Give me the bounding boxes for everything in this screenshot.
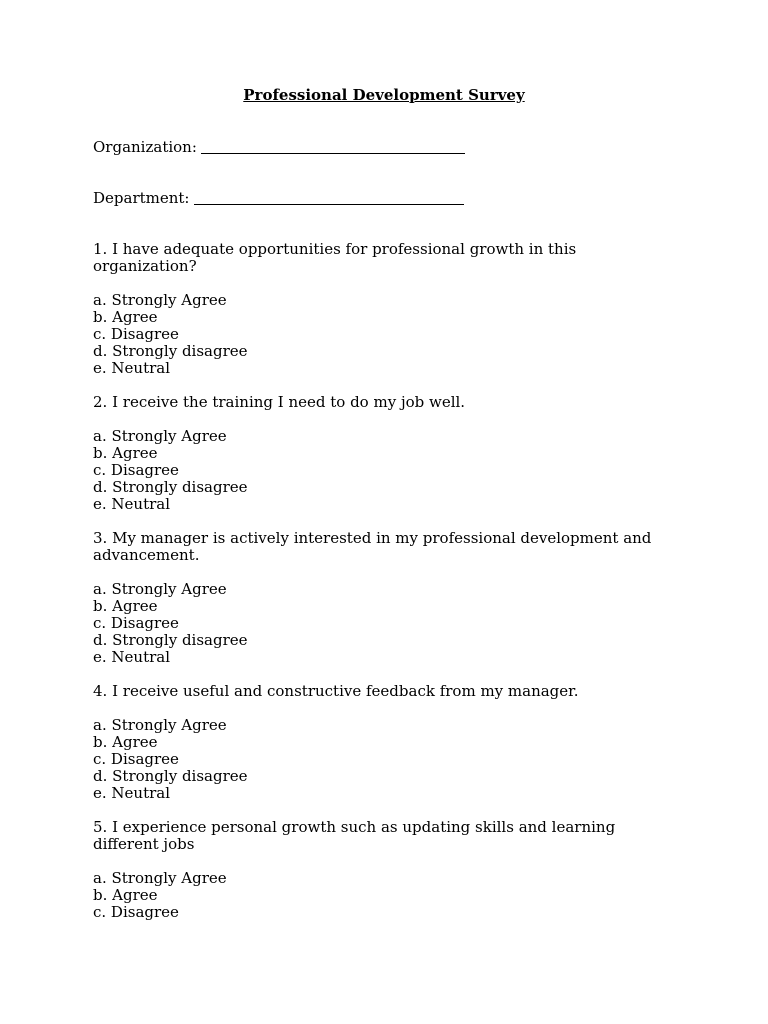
question-3	[93, 530, 683, 666]
question-4	[93, 683, 683, 802]
option-strongly-agree[interactable]: a. Strongly Agree	[93, 291, 227, 309]
option-agree[interactable]: b. Agree	[93, 733, 158, 751]
question-text: 2. I receive the training I need to do my job well.	[93, 393, 466, 411]
option-strongly-disagree[interactable]: d. Strongly disagree	[93, 478, 248, 496]
department-blank-line[interactable]	[194, 190, 464, 205]
option-strongly-agree[interactable]: a. Strongly Agree	[93, 716, 227, 734]
answer-options	[93, 870, 683, 921]
answer-options	[93, 292, 683, 377]
question-1	[93, 241, 683, 377]
option-disagree[interactable]: c. Disagree	[93, 325, 179, 343]
option-disagree[interactable]: c. Disagree	[93, 614, 179, 632]
option-disagree[interactable]: c. Disagree	[93, 903, 179, 921]
question-text: 1. I have adequate opportunities for professional growth in this organization?	[93, 240, 577, 275]
page-title: Professional Development Survey	[243, 86, 525, 104]
question-text: 5. I experience personal growth such as updating skills and learning different jobs	[93, 818, 616, 853]
option-strongly-agree[interactable]: a. Strongly Agree	[93, 869, 227, 887]
answer-options	[93, 717, 683, 802]
department-label: Department:	[93, 189, 190, 207]
option-strongly-disagree[interactable]: d. Strongly disagree	[93, 631, 248, 649]
question-text: 3. My manager is actively interested in my professional development and advancement.	[93, 529, 652, 564]
option-neutral[interactable]: e. Neutral	[93, 495, 171, 513]
option-neutral[interactable]: e. Neutral	[93, 648, 171, 666]
organization-field	[93, 139, 465, 156]
option-strongly-agree[interactable]: a. Strongly Agree	[93, 427, 227, 445]
option-agree[interactable]: b. Agree	[93, 444, 158, 462]
option-strongly-agree[interactable]: a. Strongly Agree	[93, 580, 227, 598]
option-neutral[interactable]: e. Neutral	[93, 784, 171, 802]
option-agree[interactable]: b. Agree	[93, 308, 158, 326]
option-disagree[interactable]: c. Disagree	[93, 750, 179, 768]
question-5	[93, 819, 683, 921]
question-text: 4. I receive useful and constructive feedback from my manager.	[93, 682, 579, 700]
option-strongly-disagree[interactable]: d. Strongly disagree	[93, 767, 248, 785]
organization-blank-line[interactable]	[201, 139, 465, 154]
answer-options	[93, 581, 683, 666]
answer-options	[93, 428, 683, 513]
organization-label: Organization:	[93, 138, 197, 156]
option-agree[interactable]: b. Agree	[93, 597, 158, 615]
department-field	[93, 190, 464, 207]
option-disagree[interactable]: c. Disagree	[93, 461, 179, 479]
option-agree[interactable]: b. Agree	[93, 886, 158, 904]
option-neutral[interactable]: e. Neutral	[93, 359, 171, 377]
question-2	[93, 394, 683, 513]
option-strongly-disagree[interactable]: d. Strongly disagree	[93, 342, 248, 360]
